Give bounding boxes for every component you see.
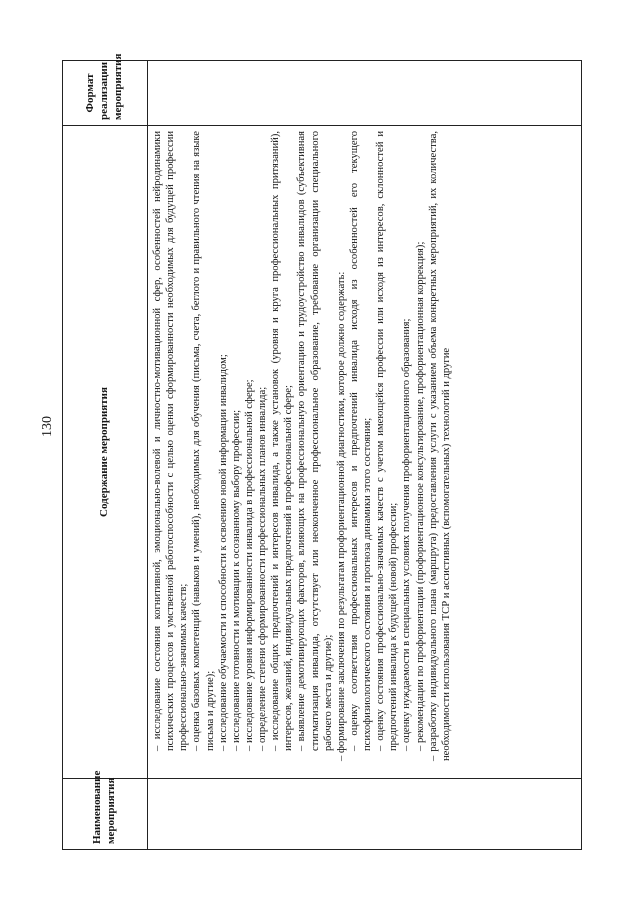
rotated-table-wrapper bbox=[62, 53, 582, 850]
header-format: Формат реализации мероприятия bbox=[63, 61, 148, 126]
header-name: Наименование мероприятия bbox=[63, 779, 148, 850]
list-item: – оценку соответствия профессиональных интересов и предпочтений инвалида исходя из особенностей его текущего психофизиологического состояния и прогноза динамики этого состояния; bbox=[348, 131, 373, 751]
list-item: – определение степени сформированности профессиональных планов инвалида; bbox=[257, 386, 268, 751]
activities-table bbox=[62, 53, 582, 850]
list-item: – оценку состояния профессионально-значимых качеств с учетом имеющейся профессии или исходя из интересов, склонностей и предпочтений инвалида к будущей (новой) профессии; bbox=[375, 131, 400, 751]
cell-content bbox=[148, 126, 582, 779]
list-item: – формирование заключения по результатам профориентационной диагностики, которое должно содержать: bbox=[335, 271, 347, 761]
list-item: – выявление демотивирующих факторов, влияющих на профессиональную ориентацию и трудоустройство инвалидов (субъективная стигматизация инвалида, отсутствует или неоконченное профессиональное образование, требование организации специального рабочего места и другие); bbox=[296, 131, 334, 751]
list-item: – рекомендации по профориентации (профориентационное консультирование, профориентационная коррекция); bbox=[414, 241, 426, 751]
list-item: – исследование обучаемости и способности к освоению новой информации инвалидом; bbox=[217, 354, 229, 751]
list-item: – исследование уровня информированности инвалида в профессиональной сфере; bbox=[243, 379, 255, 751]
list-item: – исследование состояния когнитивной, эмоционально-волевой и личностно-мотивационной сфер, особенностей нейродинамики психических процессов и умственной работоспособности с целью оценки сформированности необходимых для будущей профессии профессионально-значимых качеств; bbox=[152, 131, 190, 751]
cell-name bbox=[148, 779, 582, 850]
list-item: – оценку нуждаемости в специальных условиях получения профориентационного образования; bbox=[401, 318, 413, 751]
table-header-row bbox=[63, 61, 148, 850]
list-item: – исследование общих предпочтений и интересов инвалида, а также установок (уровня и круга профессиональных притязаний), интересов, желаний, индивидуальных предпочтений в профессиональной сфере; bbox=[270, 131, 295, 751]
list-item: – оценка базовых компетенций (навыков и умений), необходимых для обучения (письма, счета, беглого и правильного чтения на языке письма и другие); bbox=[191, 131, 216, 751]
list-item: – исследование готовности и мотивации к осознанному выбору профессии; bbox=[230, 409, 242, 751]
table-row bbox=[148, 61, 582, 850]
page-number: 130 bbox=[40, 416, 55, 437]
cell-format bbox=[148, 61, 582, 126]
list-item: – разработку индивидуального плана (маршрута) предоставления услуги с указанием объема конкретных мероприятий, их количества, необходимости использования ТСР и ассистивных (вспомогательных) технологий и другие bbox=[427, 131, 452, 761]
header-content: Содержание мероприятия bbox=[63, 126, 148, 779]
